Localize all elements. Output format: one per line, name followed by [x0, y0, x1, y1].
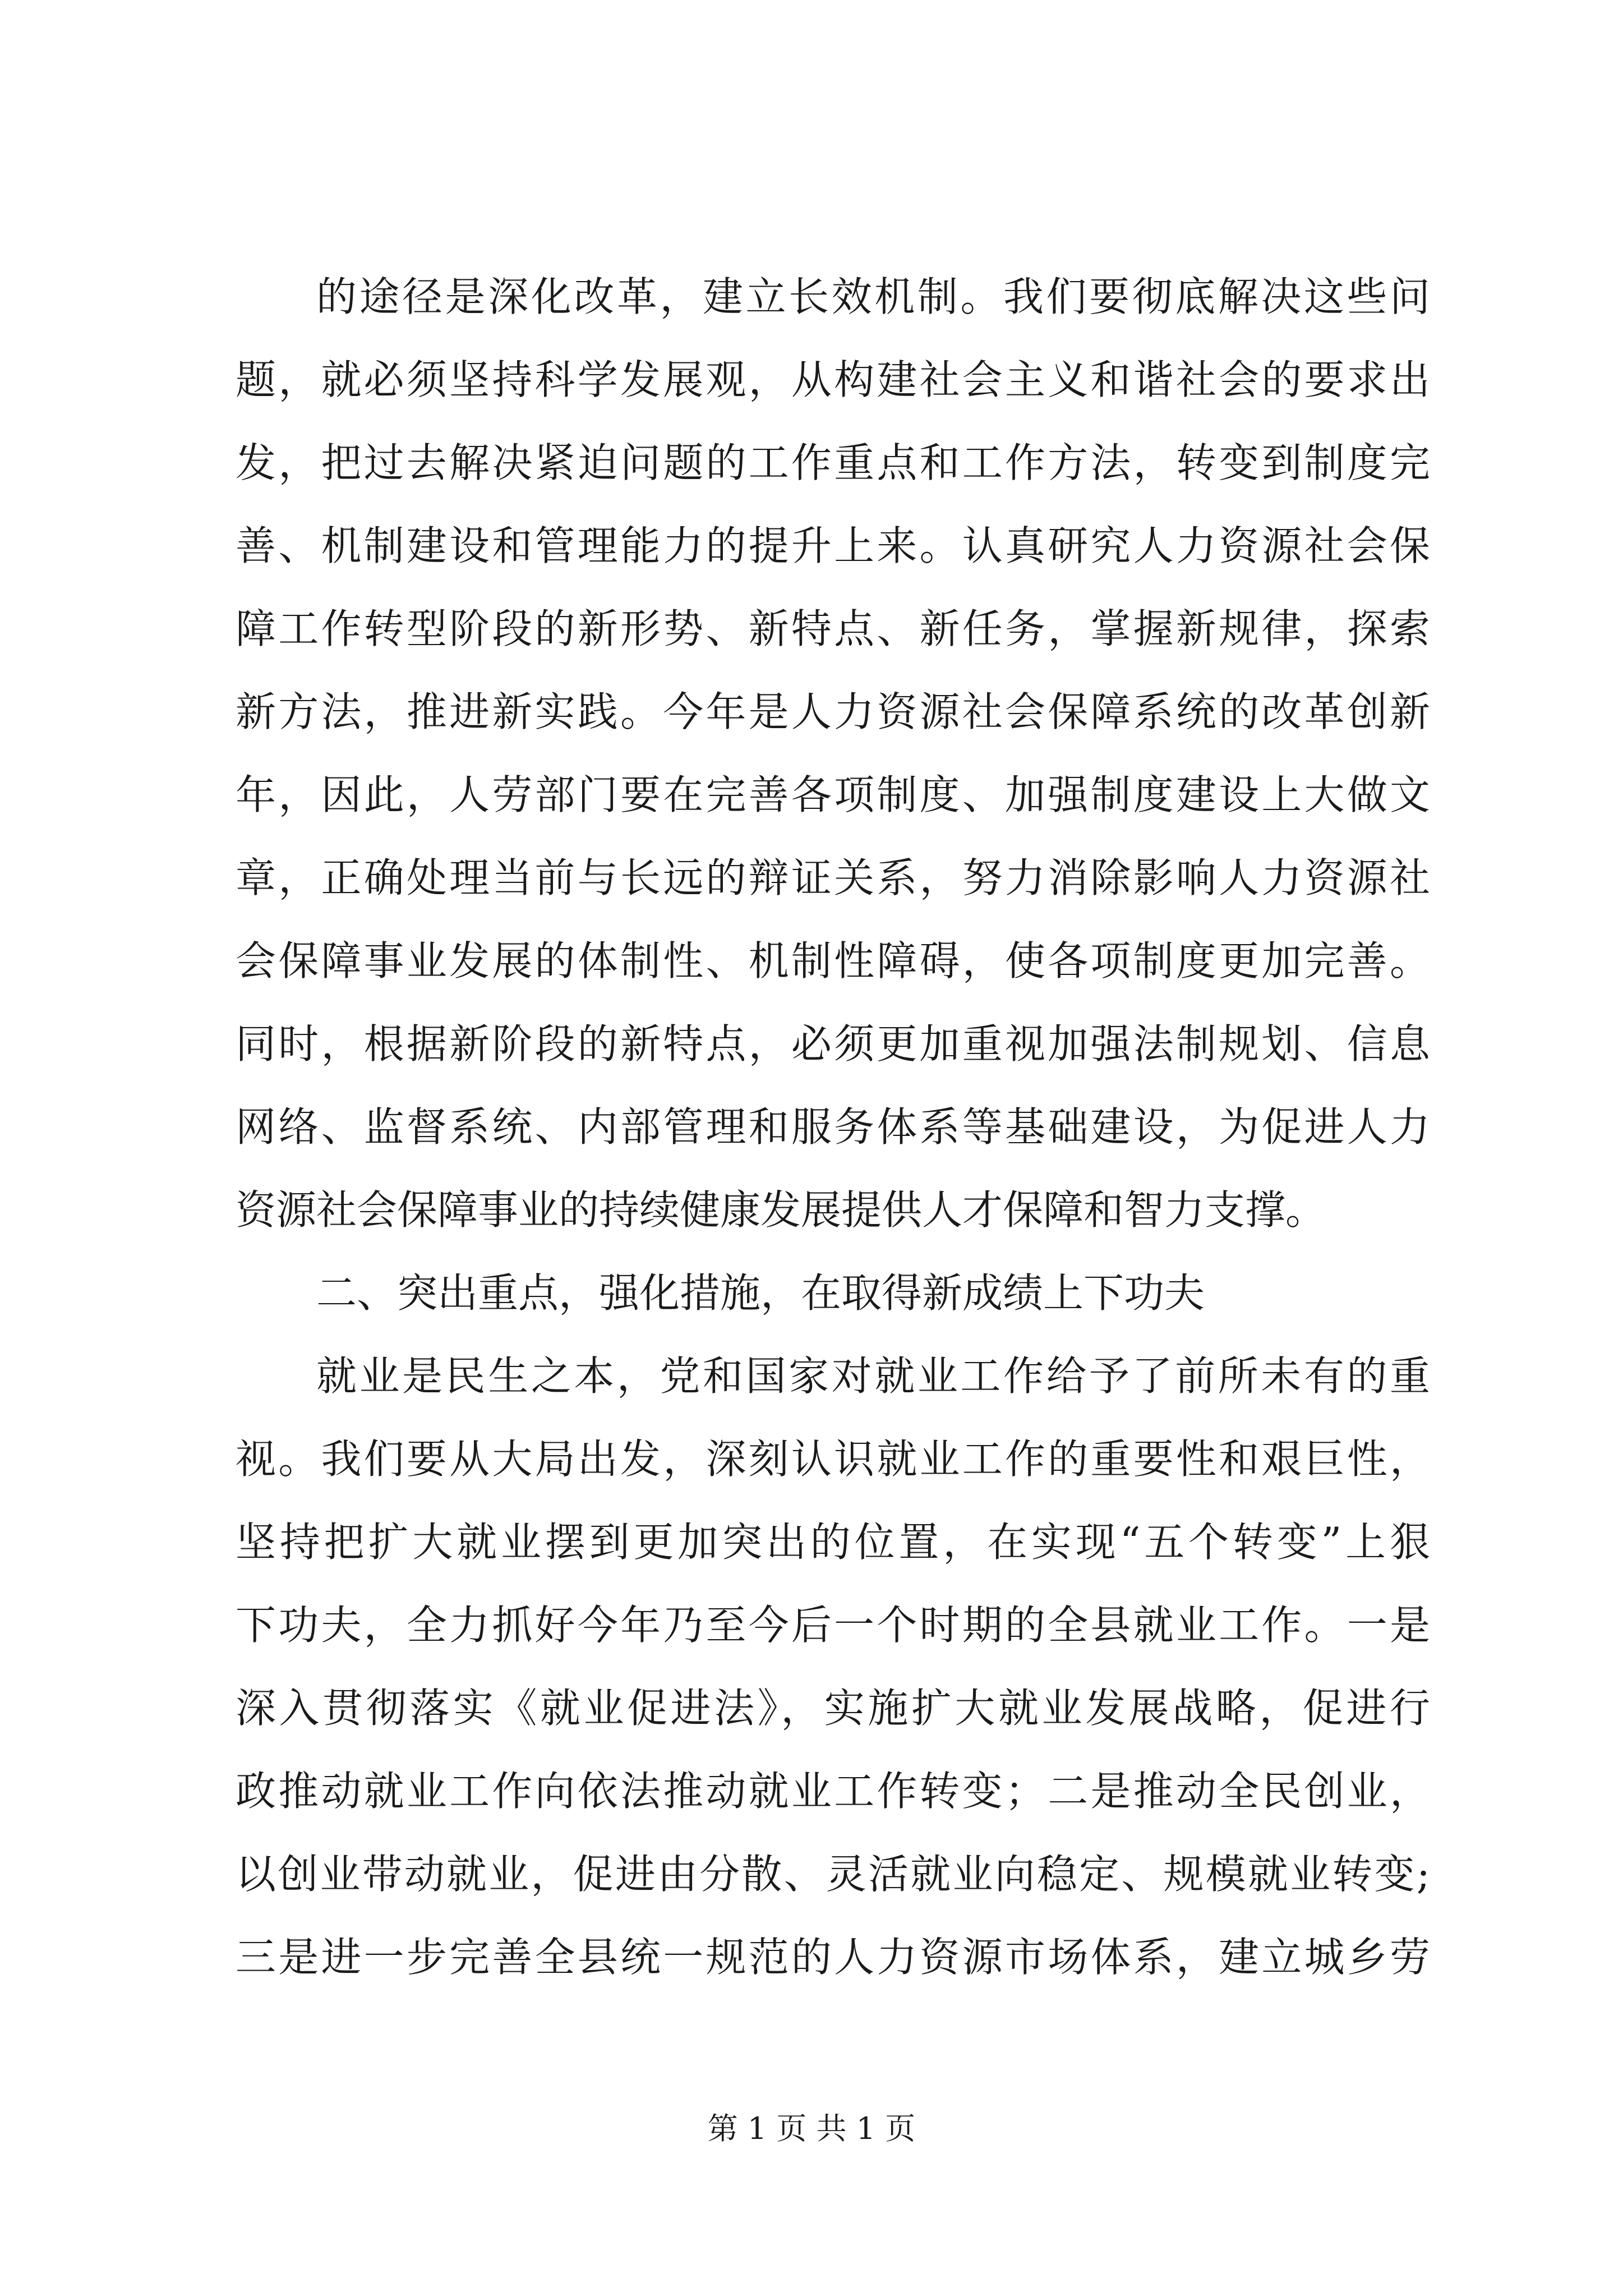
section-heading: 二、突出重点，强化措施，在取得新成绩上下功夫	[316, 1269, 1205, 1317]
text-line: 年，因此，人劳部门要在完善各项制度、加强制度建设上大做文	[236, 771, 1430, 818]
text-line: 新方法，推进新实践。今年是人力资源社会保障系统的改革创新	[236, 688, 1430, 735]
text-line: 就业是民生之本，党和国家对就业工作给予了前所未有的重	[316, 1352, 1430, 1400]
page-footer	[0, 2109, 1623, 2148]
text-line: 发，把过去解决紧迫问题的工作重点和工作方法，转变到制度完	[236, 439, 1430, 486]
text-line: 三是进一步完善全县统一规范的人力资源市场体系，建立城乡劳	[236, 1934, 1430, 1981]
text-line: 视。我们要从大局出发，深刻认识就业工作的重要性和艰巨性，	[236, 1435, 1430, 1483]
text-line: 同时，根据新阶段的新特点，必须更加重视加强法制规划、信息	[236, 1020, 1430, 1068]
document-body	[236, 255, 1430, 1999]
text-line: 会保障事业发展的体制性、机制性障碍，使各项制度更加完善。	[236, 937, 1430, 984]
text-line: 网络、监督系统、内部管理和服务体系等基础建设，为促进人力	[236, 1103, 1430, 1151]
text-line: 题，就必须坚持科学发展观，从构建社会主义和谐社会的要求出	[236, 356, 1430, 403]
text-line: 坚持把扩大就业摆到更加突出的位置，在实现“五个转变”上狠	[236, 1519, 1430, 1566]
text-line: 政推动就业工作向依法推动就业工作转变；二是推动全民创业，	[236, 1768, 1430, 1815]
text-line: 下功夫，全力抓好今年乃至今后一个时期的全县就业工作。一是	[236, 1602, 1430, 1649]
text-line: 善、机制建设和管理能力的提升上来。认真研究人力资源社会保	[236, 522, 1430, 569]
text-line: 障工作转型阶段的新形势、新特点、新任务，掌握新规律，探索	[236, 605, 1430, 652]
text-line: 资源社会保障事业的持续健康发展提供人才保障和智力支撑。	[236, 1186, 1326, 1234]
page-number: 第 1 页 共 1 页	[707, 2111, 916, 2146]
text-line: 深入贯彻落实《就业促进法》，实施扩大就业发展战略，促进行	[236, 1685, 1430, 1732]
text-line: 以创业带动就业，促进由分散、灵活就业向稳定、规模就业转变;	[236, 1851, 1430, 1898]
text-line: 的途径是深化改革，建立长效机制。我们要彻底解决这些问	[316, 273, 1430, 320]
text-line: 章，正确处理当前与长远的辩证关系，努力消除影响人力资源社	[236, 854, 1430, 901]
